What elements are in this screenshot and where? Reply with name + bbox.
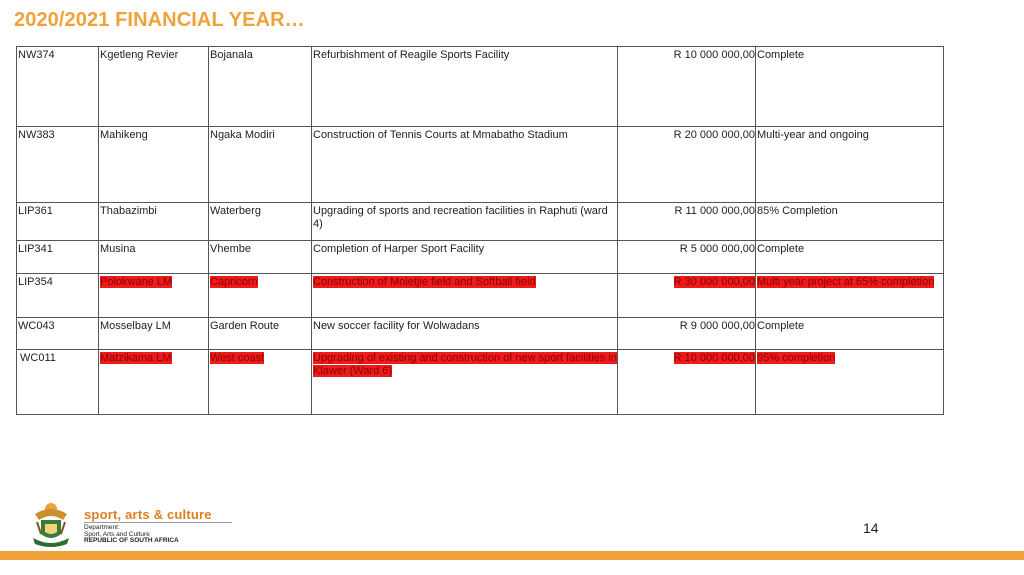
- row-amount: R 11 000 000,00: [674, 205, 755, 217]
- row-status-cell: [756, 241, 944, 274]
- row-project-cell: [312, 318, 618, 350]
- country-name: REPUBLIC OF SOUTH AFRICA: [84, 537, 179, 544]
- row-district-cell: [209, 318, 312, 350]
- row-project-cell: [312, 47, 618, 127]
- table-row: [17, 47, 944, 127]
- table-row: [17, 241, 944, 274]
- row-municipality-cell: [99, 350, 209, 415]
- row-district-cell: [209, 350, 312, 415]
- row-project: Upgrading of sports and recreation facilities in Raphuti (ward 4): [313, 205, 608, 230]
- row-municipality: Kgetleng Revier: [100, 49, 179, 61]
- page-title: 2020/2021 FINANCIAL YEAR…: [14, 9, 305, 31]
- row-project: Construction of Moletjie field and Softball field: [313, 276, 536, 288]
- row-status-cell: [756, 47, 944, 127]
- brand-name: sport, arts & culture: [84, 507, 212, 522]
- row-status: Complete: [757, 320, 805, 332]
- footer-accent-bar: [0, 551, 1024, 560]
- row-status-cell: [756, 350, 944, 415]
- row-project: Construction of Tennis Courts at Mmabatho Stadium: [313, 129, 568, 141]
- row-amount-cell: [618, 350, 756, 415]
- row-amount-cell: [618, 127, 756, 203]
- row-code-cell: [17, 318, 99, 350]
- row-amount: R 30 000 000,00: [673, 276, 755, 288]
- row-municipality-cell: [99, 203, 209, 241]
- row-district-cell: [209, 47, 312, 127]
- row-district: Capricorn: [210, 276, 258, 288]
- row-code: NW374: [18, 49, 55, 61]
- row-code-cell: [17, 274, 99, 318]
- row-district: Ngaka Modiri: [210, 129, 275, 141]
- row-status-cell: [756, 274, 944, 318]
- row-project-cell: [312, 203, 618, 241]
- row-project: New soccer facility for Wolwadans: [313, 320, 480, 332]
- row-district-cell: [209, 274, 312, 318]
- row-code: WC043: [18, 320, 55, 332]
- table-row: [17, 203, 944, 241]
- row-district: Vhembe: [210, 243, 251, 255]
- row-status: Complete: [757, 243, 805, 255]
- brand-divider: [84, 522, 232, 523]
- row-status-cell: [756, 127, 944, 203]
- department-name: Sport, Arts and Culture: [84, 531, 150, 538]
- row-amount-cell: [618, 47, 756, 127]
- row-code-cell: [17, 241, 99, 274]
- coat-of-arms-logo: [27, 500, 75, 548]
- row-project: Refurbishment of Reagile Sports Facility: [313, 49, 510, 61]
- row-code: LIP341: [18, 243, 53, 255]
- row-municipality: Musina: [100, 243, 136, 255]
- row-district-cell: [209, 127, 312, 203]
- row-amount: R 10 000 000,00: [673, 352, 755, 364]
- row-amount: R 20 000 000,00: [673, 129, 755, 141]
- row-status-cell: [756, 203, 944, 241]
- row-project-cell: [312, 274, 618, 318]
- page-number: 14: [863, 520, 879, 536]
- row-code-cell: [17, 47, 99, 127]
- row-project: Upgrading of existing and construction of new sport facilities in Klawer (Ward 6): [313, 352, 617, 377]
- row-municipality: Thabazimbi: [100, 205, 157, 217]
- row-municipality: Mahikeng: [100, 129, 148, 141]
- row-amount: R 10 000 000,00: [673, 49, 755, 61]
- table-row: [17, 274, 944, 318]
- table-row: [17, 350, 944, 415]
- row-code: WC011: [20, 352, 56, 364]
- row-amount-cell: [618, 274, 756, 318]
- row-amount: R 5 000 000,00: [679, 243, 755, 255]
- row-project: Completion of Harper Sport Facility: [313, 243, 485, 255]
- row-district: West coast: [210, 352, 265, 364]
- row-district: Bojanala: [210, 49, 253, 61]
- row-status: Multi year project at 65% completion: [757, 276, 935, 288]
- row-amount-cell: [618, 241, 756, 274]
- row-district-cell: [209, 203, 312, 241]
- row-municipality-cell: [99, 241, 209, 274]
- row-amount: R 9 000 000,00: [679, 320, 755, 332]
- row-project-cell: [312, 127, 618, 203]
- row-municipality: Mosselbay LM: [100, 320, 171, 332]
- row-code-cell: [17, 350, 99, 415]
- row-district: Garden Route: [210, 320, 280, 332]
- row-municipality-cell: [99, 318, 209, 350]
- row-status: Complete: [757, 49, 805, 61]
- row-project-cell: [312, 350, 618, 415]
- row-code: NW383: [18, 129, 55, 141]
- row-amount-cell: [618, 318, 756, 350]
- row-code: LIP361: [18, 205, 53, 217]
- row-status: Multi-year and ongoing: [757, 129, 869, 141]
- row-municipality: Matzikama LM: [100, 352, 172, 364]
- row-code-cell: [17, 127, 99, 203]
- table-row: [17, 318, 944, 350]
- row-status: 85% Completion: [757, 205, 838, 217]
- row-status-cell: [756, 318, 944, 350]
- financial-table: [16, 46, 944, 415]
- row-municipality-cell: [99, 127, 209, 203]
- row-status: 95% completion: [757, 352, 836, 364]
- row-municipality-cell: [99, 274, 209, 318]
- row-code: LIP354: [18, 276, 53, 288]
- row-municipality-cell: [99, 47, 209, 127]
- table-row: [17, 127, 944, 203]
- row-project-cell: [312, 241, 618, 274]
- row-district-cell: [209, 241, 312, 274]
- department-label: Department:: [84, 524, 120, 531]
- row-amount-cell: [618, 203, 756, 241]
- row-municipality: Polokwane LM: [100, 276, 173, 288]
- row-code-cell: [17, 203, 99, 241]
- row-district: Waterberg: [210, 205, 261, 217]
